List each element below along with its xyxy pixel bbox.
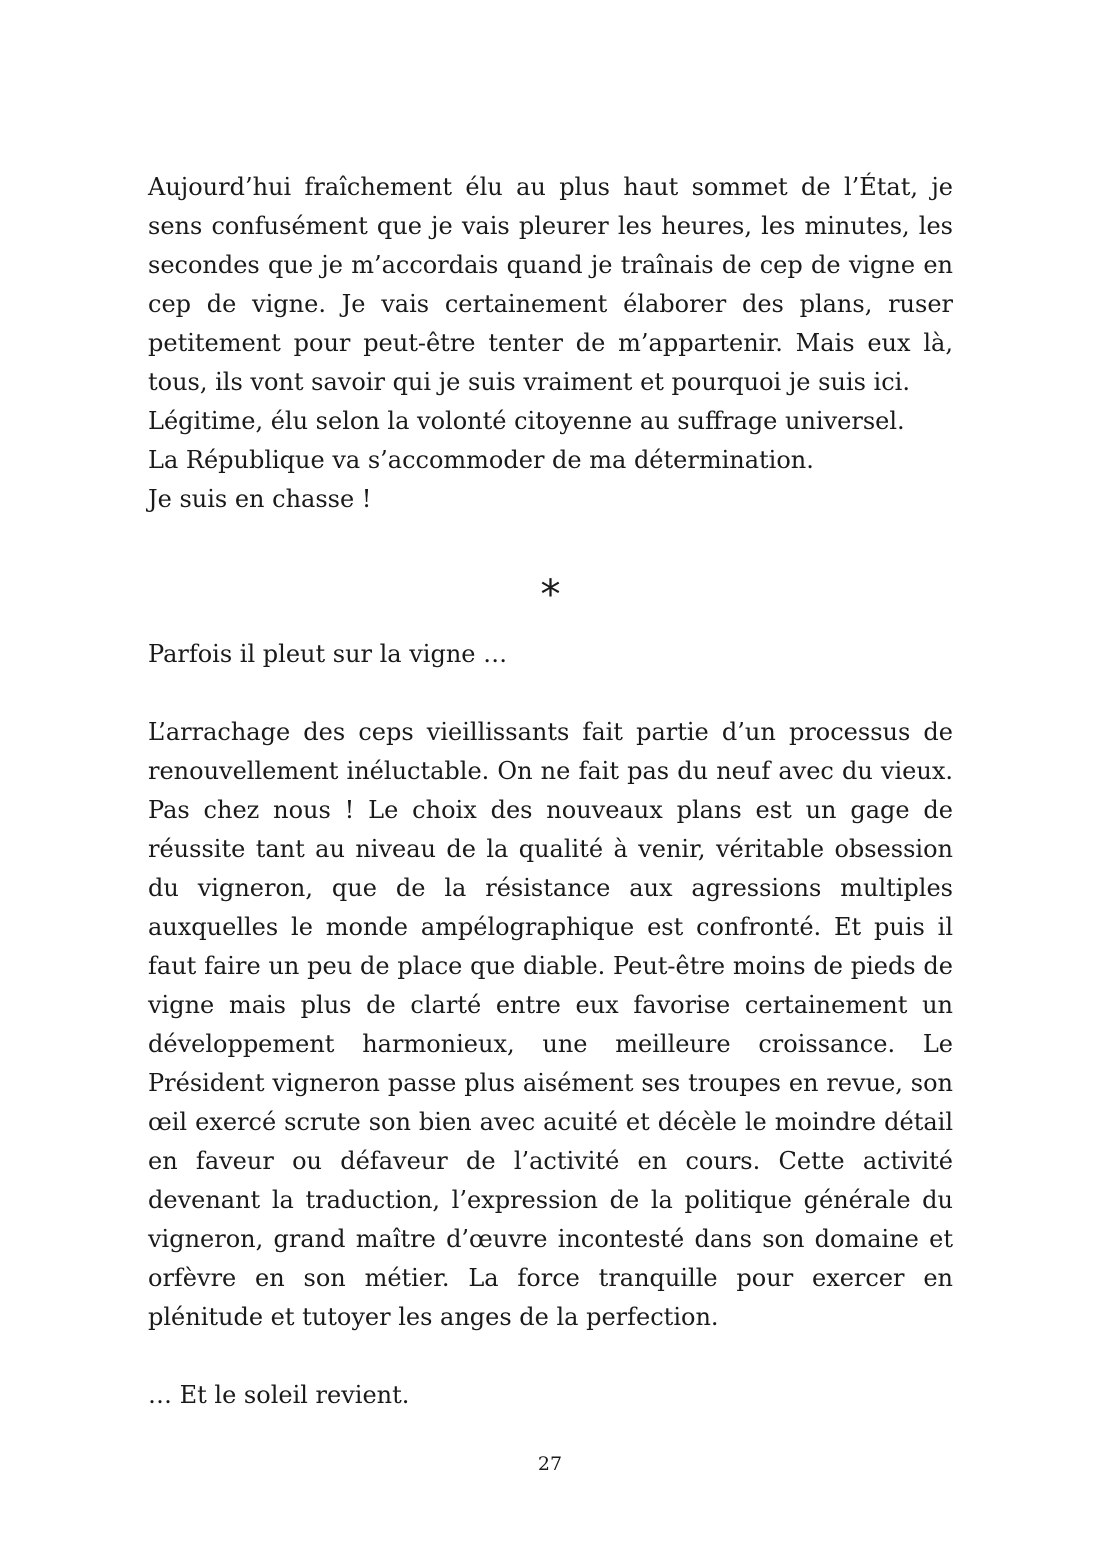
section-separator: * bbox=[540, 572, 561, 618]
line-chasse: Je suis en chasse ! bbox=[148, 485, 372, 513]
line-legitime: Légitime, élu selon la volonté citoyenne au suffrage universel. bbox=[148, 407, 905, 435]
paragraph-gap bbox=[148, 1337, 953, 1376]
paragraph-election: Aujourd’hui fraîchement élu au plus haut sommet de l’État, je sens confusément que je vais pleurer les heures, les minutes, les secondes que je m’accordais quand je traînais de cep de vigne en cep de vigne. Je vais certainement élaborer des plans, ruser petitement pour peut-être tenter de m’appartenir. Mais eux là, tous, ils vont savoir qui je suis vraiment et pourquoi je suis ici. bbox=[148, 173, 953, 396]
page-number: 27 bbox=[537, 1453, 563, 1475]
paragraph-gap bbox=[148, 674, 953, 713]
page-body bbox=[148, 168, 953, 1415]
outro-sun: … Et le soleil revient. bbox=[148, 1381, 410, 1409]
line-republique: La République va s’accommoder de ma détermination. bbox=[148, 446, 814, 474]
paragraph-arrachage: L’arrachage des ceps vieillissants fait partie d’un processus de renouvellement inéluctable. On ne fait pas du neuf avec du vieux. Pas chez nous ! Le choix des nouveaux plans est un gage de réussite tant au niveau de la qualité à venir, véritable obsession du vigneron, que de la résistance aux agressions multiples auxquelles le monde ampélographique est confronté. Et puis il faut faire un peu de place que diable. Peut-être moins de pieds de vigne mais plus de clarté entre eux favorise certainement un développement harmonieux, une meilleure croissance. Le Président vigneron passe plus aisément ses troupes en revue, son œil exercé scrute son bien avec acuité et décèle le moindre détail en faveur ou défaveur de l’activité en cours. Cette activité devenant la traduction, l’expression de la politique générale du vigneron, grand maître d’œuvre incontesté dans son domaine et orfèvre en son métier. La force tranquille pour exercer en plénitude et tutoyer les anges de la perfection. bbox=[148, 718, 953, 1331]
intro-rain: Parfois il pleut sur la vigne … bbox=[148, 640, 508, 668]
